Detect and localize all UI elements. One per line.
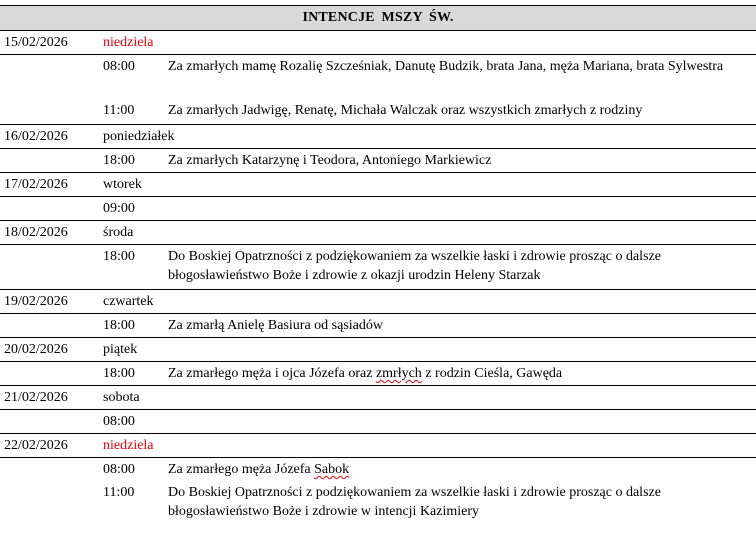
intention-text: Za zmarłego męża Józefa [168, 462, 315, 477]
mass-time: 18:00 [103, 249, 135, 264]
mass-intention: Do Boskiej Opatrzności z podziękowaniem za wszelkie łaski i zdrowie prosząc o dalsze błogosławieństwo Boże i zdrowie z okazji urodzin Heleny Starzak [168, 249, 661, 283]
mass-row [0, 481, 756, 525]
day-date: 20/02/2026 [4, 342, 68, 357]
day-row [0, 220, 756, 244]
day-row [0, 337, 756, 361]
mass-intention: Za zmarłych Jadwigę, Renatę, Michała Walczak oraz wszystkich zmarłych z rodziny [168, 103, 643, 118]
mass-row [0, 244, 756, 289]
mass-intention: Za zmarłą Anielę Basiura od sąsiadów [168, 318, 383, 333]
mass-intention: Za zmarłych mamę Rozalię Szcześniak, Danutę Budzik, brata Jana, męża Mariana, brata Sylwestra [168, 59, 724, 74]
day-name: środa [103, 225, 134, 240]
day-name: sobota [103, 390, 140, 405]
day-row [0, 124, 756, 148]
day-row [0, 385, 756, 409]
day-date: 19/02/2026 [4, 294, 68, 309]
day-row [0, 433, 756, 457]
spellcheck-flagged-word: zmrłych [375, 366, 422, 381]
mass-row [0, 148, 756, 172]
mass-time: 18:00 [103, 153, 135, 168]
mass-intention [168, 364, 750, 383]
mass-time: 09:00 [103, 201, 135, 216]
day-date: 21/02/2026 [4, 390, 68, 405]
mass-row [0, 457, 756, 481]
spellcheck-flagged-word: Sabok [314, 462, 350, 477]
mass-time: 08:00 [103, 414, 135, 429]
mass-time: 08:00 [103, 59, 135, 74]
day-date: 16/02/2026 [4, 129, 68, 144]
day-date: 22/02/2026 [4, 438, 68, 453]
day-name: czwartek [103, 294, 154, 309]
mass-row [0, 361, 756, 385]
mass-time: 11:00 [103, 103, 135, 118]
mass-time: 18:00 [103, 366, 135, 381]
mass-time: 18:00 [103, 318, 135, 333]
intention-text: Za zmarłego męża i ojca Józefa oraz [168, 366, 376, 381]
mass-row [0, 196, 756, 220]
day-row [0, 289, 756, 313]
day-name: piątek [103, 342, 138, 357]
mass-row [0, 409, 756, 433]
page-title: INTENCJE MSZY ŚW. [0, 5, 756, 31]
mass-time: 11:00 [103, 485, 135, 500]
day-date: 15/02/2026 [4, 35, 68, 50]
day-date: 17/02/2026 [4, 177, 68, 192]
intention-text: z rodzin Cieśla, Gawęda [421, 366, 563, 381]
mass-intention [168, 460, 750, 479]
day-date: 18/02/2026 [4, 225, 68, 240]
mass-intention: Za zmarłych Katarzynę i Teodora, Antoniego Markiewicz [168, 153, 492, 168]
mass-row [0, 54, 756, 99]
mass-time: 08:00 [103, 462, 135, 477]
mass-row [0, 99, 756, 124]
day-name: niedziela [103, 35, 154, 50]
day-row [0, 31, 756, 54]
mass-row [0, 313, 756, 337]
mass-intention: Do Boskiej Opatrzności z podziękowaniem za wszelkie łaski i zdrowie prosząc o dalsze błogosławieństwo Boże i zdrowie w intencji Kazimiery [168, 485, 661, 519]
day-name: poniedziałek [103, 129, 175, 144]
day-name: wtorek [103, 177, 142, 192]
day-name: niedziela [103, 438, 154, 453]
mass-intentions-sheet [0, 5, 756, 525]
day-row [0, 172, 756, 196]
